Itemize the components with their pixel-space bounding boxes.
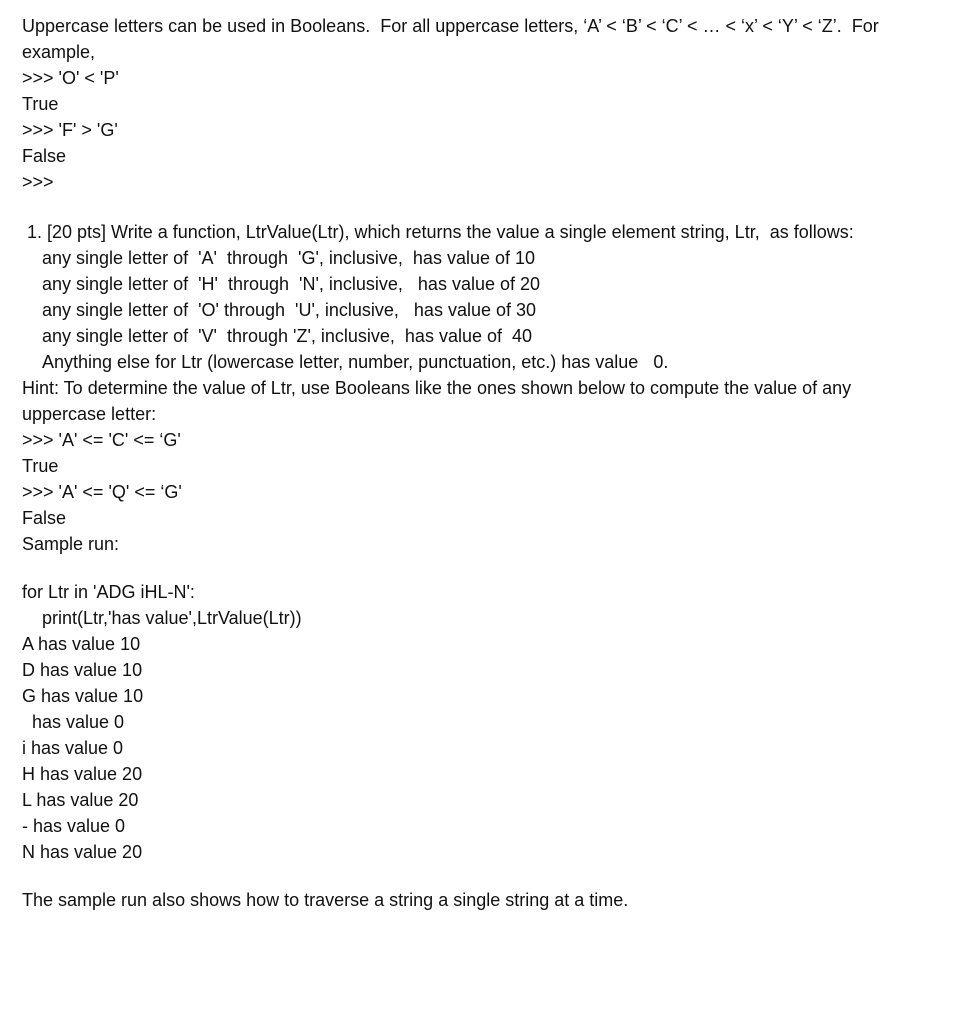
output-line: i has value 0 [22,738,124,758]
rule-a-g: any single letter of 'A' through 'G', inclusive, has value of 10 [42,248,536,268]
hint-line-2: uppercase letter: [22,404,157,424]
code-line-2: print(Ltr,'has value',LtrValue(Ltr)) [42,608,302,628]
hint-example-2: True [22,456,59,476]
intro-example-5: >>> [22,172,54,192]
code-line-1: for Ltr in 'ADG iHL-N': [22,582,195,602]
intro-example-4: False [22,146,67,166]
hint-example-1: >>> 'A' <= 'C' <= ‘G' [22,430,181,450]
rule-else: Anything else for Ltr (lowercase letter, number, punctuation, etc.) has value 0. [42,352,669,372]
output-line: G has value 10 [22,686,144,706]
output-line: H has value 20 [22,764,143,784]
output-line: D has value 10 [22,660,143,680]
output-line: L has value 20 [22,790,139,810]
hint-line-1: Hint: To determine the value of Ltr, use Booleans like the ones shown below to compute the value of any [22,378,852,398]
output-line: N has value 20 [22,842,143,862]
sample-run-label: Sample run: [22,534,120,554]
problem-statement: 1. [20 pts] Write a function, LtrValue(Ltr), which returns the value a single element string, Ltr, as follows: [27,222,854,242]
intro-line-1: Uppercase letters can be used in Booleans. For all uppercase letters, ‘A’ < ‘B’ < ‘C’ < … < ‘x’ < ‘Y’ < ‘Z’. For [22,16,879,36]
rule-h-n: any single letter of 'H' through 'N', inclusive, has value of 20 [42,274,541,294]
intro-example-2: True [22,94,59,114]
output-line: A has value 10 [22,634,141,654]
output-line: has value 0 [32,712,125,732]
intro-line-2: example, [22,42,96,62]
hint-example-3: >>> 'A' <= 'Q' <= ‘G' [22,482,182,502]
closing-note: The sample run also shows how to traverse a string a single string at a time. [22,890,629,910]
rule-v-z: any single letter of 'V' through 'Z', inclusive, has value of 40 [42,326,533,346]
hint-example-4: False [22,508,67,528]
rule-o-u: any single letter of 'O' through 'U', inclusive, has value of 30 [42,300,537,320]
intro-example-3: >>> 'F' > 'G' [22,120,118,140]
intro-example-1: >>> 'O' < 'P' [22,68,119,88]
output-line: - has value 0 [22,816,126,836]
